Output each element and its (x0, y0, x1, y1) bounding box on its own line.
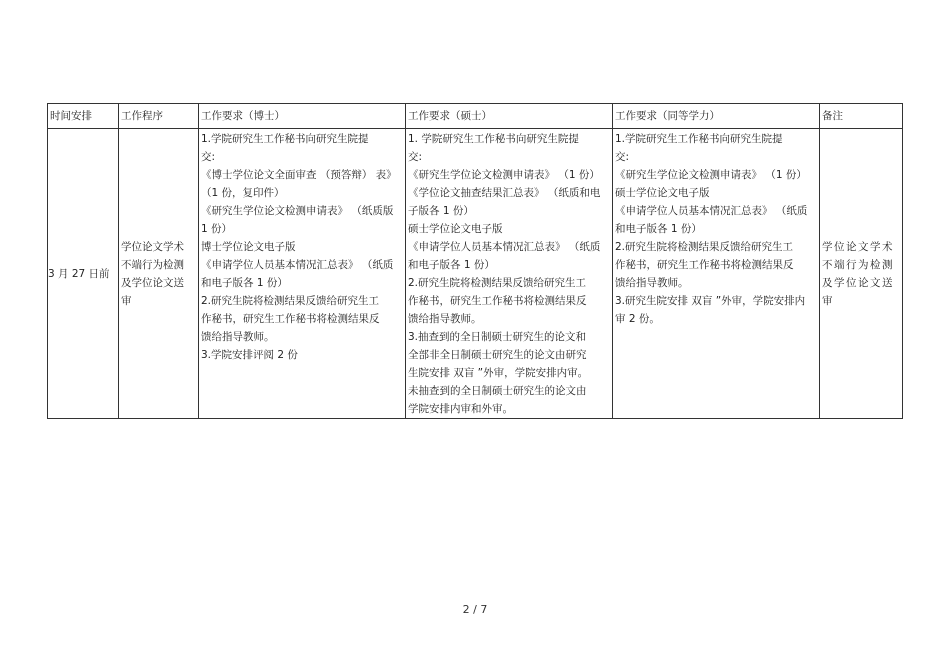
note-line: 及学位论文送 (822, 276, 894, 289)
cell-note (820, 129, 903, 419)
master-line: 交: (408, 151, 423, 163)
equivalent-line: 《申请学位人员基本情况汇总表》 （纸质 (615, 205, 808, 217)
phd-line: 1.学院研究生工作秘书向研究生院提 (201, 133, 369, 145)
equivalent-line: 《研究生学位论文检测申请表》 （1 份） (615, 169, 807, 181)
cell-procedure (119, 129, 199, 419)
cell-phd (199, 129, 406, 419)
equivalent-line: 2.研究生院将检测结果反馈给研究生工 (615, 241, 794, 253)
equivalent-line: 作秘书，研究生工作秘书将检测结果反 (615, 259, 794, 271)
master-line: 全部非全日制硕士研究生的论文由研究 (408, 349, 587, 361)
header-phd: 工作要求（博士） (199, 104, 406, 129)
table-row (48, 129, 903, 419)
phd-line: （1 份，复印件） (201, 187, 285, 199)
phd-line: 作秘书，研究生工作秘书将检测结果反 (201, 313, 380, 325)
phd-line: 3.学院安排评阅 2 份 (201, 349, 298, 361)
cell-equivalent (613, 129, 820, 419)
equivalent-line: 和电子版各 1 份） (615, 223, 702, 235)
procedure-line: 审 (121, 295, 132, 307)
procedure-line: 及学位论文送 (121, 277, 184, 289)
phd-line: 《研究生学位论文检测申请表》 （纸质版 (201, 205, 394, 217)
master-line: 3.抽查到的全日制硕士研究生的论文和 (408, 331, 587, 343)
table-header-row (48, 104, 903, 129)
equivalent-line: 1.学院研究生工作秘书向研究生院提 (615, 133, 783, 145)
note-line: 审 (822, 294, 834, 307)
master-line: 《学位论文抽查结果汇总表》 （纸质和电 (408, 187, 601, 199)
requirements-table (47, 103, 903, 419)
cell-time (48, 129, 119, 419)
header-time: 时间安排 (48, 104, 119, 129)
master-line: 《申请学位人员基本情况汇总表》 （纸质 (408, 241, 601, 253)
phd-line: 《申请学位人员基本情况汇总表》 （纸质 (201, 259, 394, 271)
header-equivalent: 工作要求（同等学力） (613, 104, 820, 129)
equivalent-line: 馈给指导教师。 (615, 277, 689, 289)
equivalent-line: 审 2 份。 (615, 313, 660, 325)
master-line: 馈给指导教师。 (408, 313, 482, 325)
master-line: 学院安排内审和外审。 (408, 403, 513, 415)
master-line: 和电子版各 1 份） (408, 259, 495, 271)
master-line: 《研究生学位论文检测申请表》 （1 份） (408, 169, 600, 181)
master-line: 作秘书，研究生工作秘书将检测结果反 (408, 295, 587, 307)
header-note: 备注 (820, 104, 903, 129)
time-text: 3 月 27 日前 (48, 267, 110, 280)
equivalent-line: 交: (615, 151, 630, 163)
master-line: 子版各 1 份） (408, 205, 474, 217)
phd-line: 交: (201, 151, 216, 163)
page-number: 2 / 7 (462, 603, 488, 616)
master-line: 生院安排 双盲 ”外审，学院安排内审。 (408, 367, 589, 379)
cell-master (406, 129, 613, 419)
phd-line: 《博士学位论文全面审查 （预答辩） 表》 (201, 169, 397, 181)
procedure-line: 学位论文学术 (121, 241, 184, 253)
phd-line: 馈给指导教师。 (201, 331, 275, 343)
phd-line: 和电子版各 1 份） (201, 277, 288, 289)
phd-line: 博士学位论文电子版 (201, 241, 296, 253)
header-procedure: 工作程序 (119, 104, 199, 129)
master-line: 未抽查到的全日制硕士研究生的论文由 (408, 385, 587, 397)
equivalent-line: 硕士学位论文电子版 (615, 187, 710, 199)
master-line: 2.研究生院将检测结果反馈给研究生工 (408, 277, 587, 289)
phd-line: 2.研究生院将检测结果反馈给研究生工 (201, 295, 380, 307)
procedure-line: 不端行为检测 (121, 259, 184, 271)
phd-line: 1 份） (201, 223, 233, 235)
note-line: 学位论文学术 (822, 240, 894, 253)
note-line: 不端行为检测 (822, 258, 894, 271)
master-line: 硕士学位论文电子版 (408, 223, 503, 235)
master-line: 1. 学院研究生工作秘书向研究生院提 (408, 133, 579, 145)
header-master: 工作要求（硕士） (406, 104, 613, 129)
equivalent-line: 3.研究生院安排 双盲 ”外审，学院安排内 (615, 295, 806, 307)
